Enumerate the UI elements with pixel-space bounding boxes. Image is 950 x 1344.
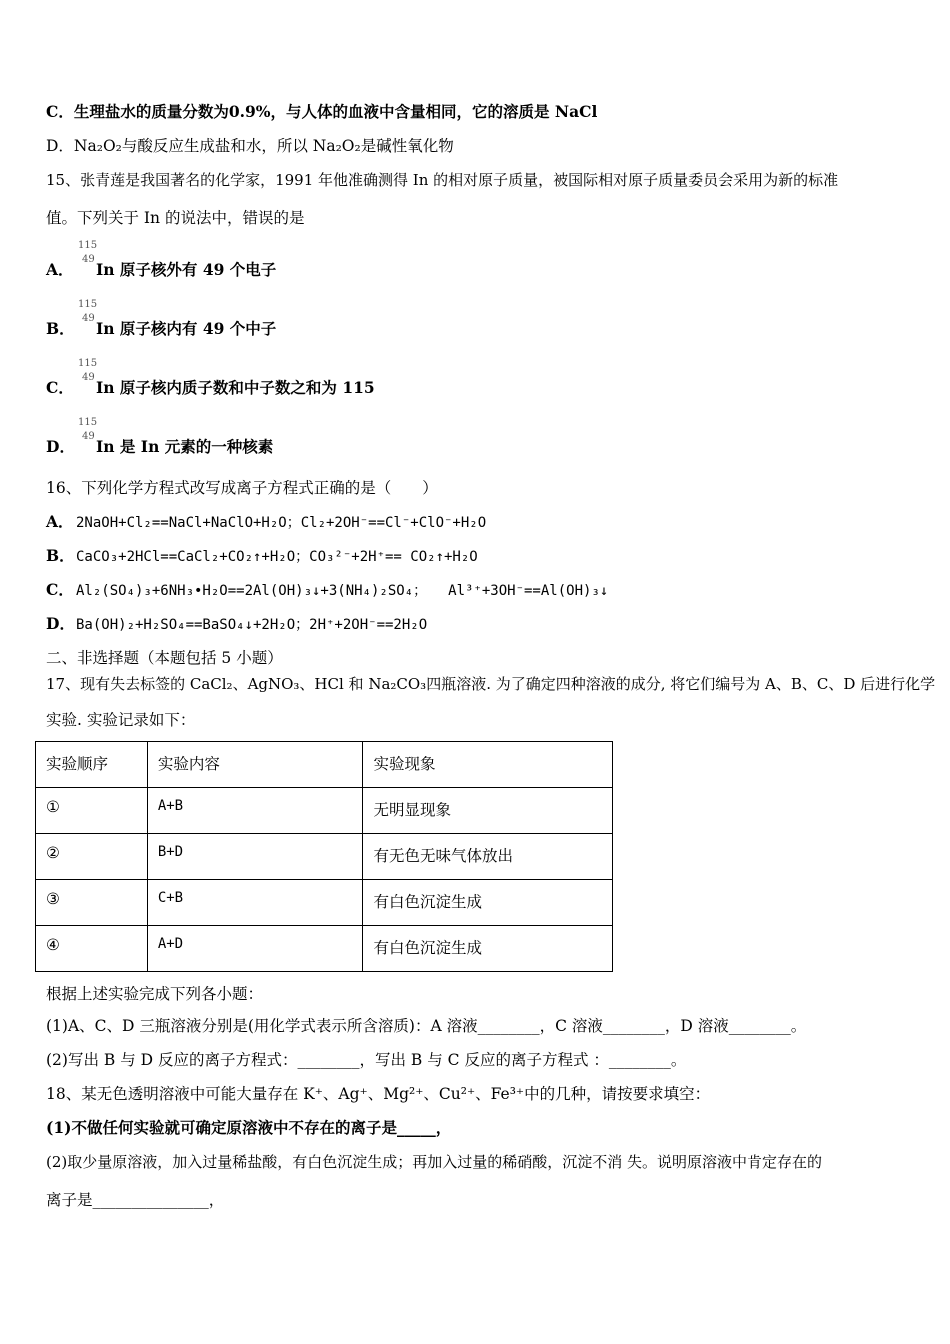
table-row: [36, 926, 613, 972]
option-text: In 原子核内质子数和中子数之和为 115: [96, 378, 375, 397]
option-label: B．: [46, 546, 75, 565]
table-cell: A+D: [147, 926, 363, 972]
experiment-table: [35, 741, 613, 972]
atomic-number: 49: [82, 254, 95, 265]
atomic-number: 49: [82, 313, 95, 324]
option-label: A．: [46, 260, 74, 279]
q18-sub2-line1: (2)取少量原溶液，加入过量稀盐酸，有白色沉淀生成；再加入过量的稀硝酸，沉淀不消 失。说明原溶液中肯定存在的: [46, 1153, 823, 1171]
q15-stem-line2: 值。下列关于 In 的说法中，错误的是: [46, 209, 305, 227]
mass-number: 115: [78, 417, 98, 428]
table-cell: ①: [36, 788, 148, 834]
table-cell: 有白色沉淀生成: [363, 926, 613, 972]
q17-after-table: 根据上述实验完成下列各小题：: [46, 985, 264, 1003]
table-row: [36, 834, 613, 880]
header-cell: 实验顺序: [36, 742, 148, 788]
table-cell: ④: [36, 926, 148, 972]
option-label: A．: [46, 512, 74, 531]
table-cell: A+B: [147, 788, 363, 834]
table-cell: 有无色无味气体放出: [363, 834, 613, 880]
q15-stem-line1: 15、张青莲是我国著名的化学家，1991 年他准确测得 In 的相对原子质量，被国际相对原子质量委员会采用为新的标准: [46, 171, 839, 189]
q16-option-c: [46, 580, 608, 601]
q18-stem: 18、某无色透明溶液中可能大量存在 K⁺、Ag⁺、Mg²⁺、Cu²⁺、Fe³⁺中的几种，请按要求填空：: [46, 1085, 711, 1103]
q16-stem: 16、下列化学方程式改写成离子方程式正确的是（ ）: [46, 479, 438, 497]
q18-sub1: (1)不做任何实验就可确定原溶液中不存在的离子是_____，: [46, 1118, 452, 1137]
option-label: C．: [46, 580, 74, 599]
table-cell: ②: [36, 834, 148, 880]
mass-number: 115: [78, 358, 98, 369]
q16-option-d: [46, 614, 427, 635]
table-cell: C+B: [147, 880, 363, 926]
table-cell: 有白色沉淀生成: [363, 880, 613, 926]
atomic-number: 49: [82, 431, 95, 442]
table-row: [36, 788, 613, 834]
header-cell: 实验现象: [363, 742, 613, 788]
q16-option-a: [46, 512, 486, 533]
option-text: In 原子核内有 49 个中子: [96, 319, 277, 338]
q16-option-b: [46, 546, 478, 567]
option-label: C．: [46, 378, 74, 397]
header-cell: 实验内容: [147, 742, 363, 788]
table-row: [36, 880, 613, 926]
q17-sub1: (1)A、C、D 三瓶溶液分别是(用化学式表示所含溶质)：A 溶液________，C 溶液________，D 溶液________。: [46, 1017, 807, 1035]
q14-option-d: D．Na₂O₂与酸反应生成盐和水，所以 Na₂O₂是碱性氧化物: [46, 137, 454, 155]
table-header-row: [36, 742, 613, 788]
q17-stem-line1: 17、现有失去标签的 CaCl₂、AgNO₃、HCl 和 Na₂CO₃四瓶溶液. 为了确定四种溶液的成分, 将它们编号为 A、B、C、D 后进行化学: [46, 675, 936, 693]
option-label: B．: [46, 319, 75, 338]
option-text: 2NaOH+Cl₂==NaCl+NaClO+H₂O；Cl₂+2OH⁻==Cl⁻+ClO⁻+H₂O: [76, 515, 487, 531]
table-cell: B+D: [147, 834, 363, 880]
table-cell: 无明显现象: [363, 788, 613, 834]
q18-sub2-line2: 离子是_______________，: [46, 1191, 225, 1209]
option-text: CaCO₃+2HCl==CaCl₂+CO₂↑+H₂O；CO₃²⁻+2H⁺== CO₂↑+H₂O: [76, 549, 478, 565]
mass-number: 115: [78, 299, 98, 310]
q14-option-c: C．生理盐水的质量分数为0.9%，与人体的血液中含量相同，它的溶质是 NaCl: [46, 102, 598, 121]
atomic-number: 49: [82, 372, 95, 383]
option-text: Ba(OH)₂+H₂SO₄==BaSO₄↓+2H₂O；2H⁺+2OH⁻==2H₂O: [76, 617, 428, 633]
table-cell: ③: [36, 880, 148, 926]
mass-number: 115: [78, 240, 98, 251]
option-text: In 是 In 元素的一种核素: [96, 437, 274, 456]
option-label: D．: [46, 437, 75, 456]
q17-sub2: (2)写出 B 与 D 反应的离子方程式：________，写出 B 与 C 反应的离子方程式 ：________。: [46, 1051, 687, 1069]
q17-stem-line2: 实验. 实验记录如下：: [46, 711, 196, 729]
section-heading: 二、非选择题（本题包括 5 小题）: [46, 649, 283, 667]
option-label: D．: [46, 614, 75, 633]
option-text: In 原子核外有 49 个电子: [96, 260, 277, 279]
option-text: Al₂(SO₄)₃+6NH₃•H₂O==2Al(OH)₃↓+3(NH₄)₂SO₄； Al³⁺+3OH⁻==Al(OH)₃↓: [76, 583, 609, 599]
